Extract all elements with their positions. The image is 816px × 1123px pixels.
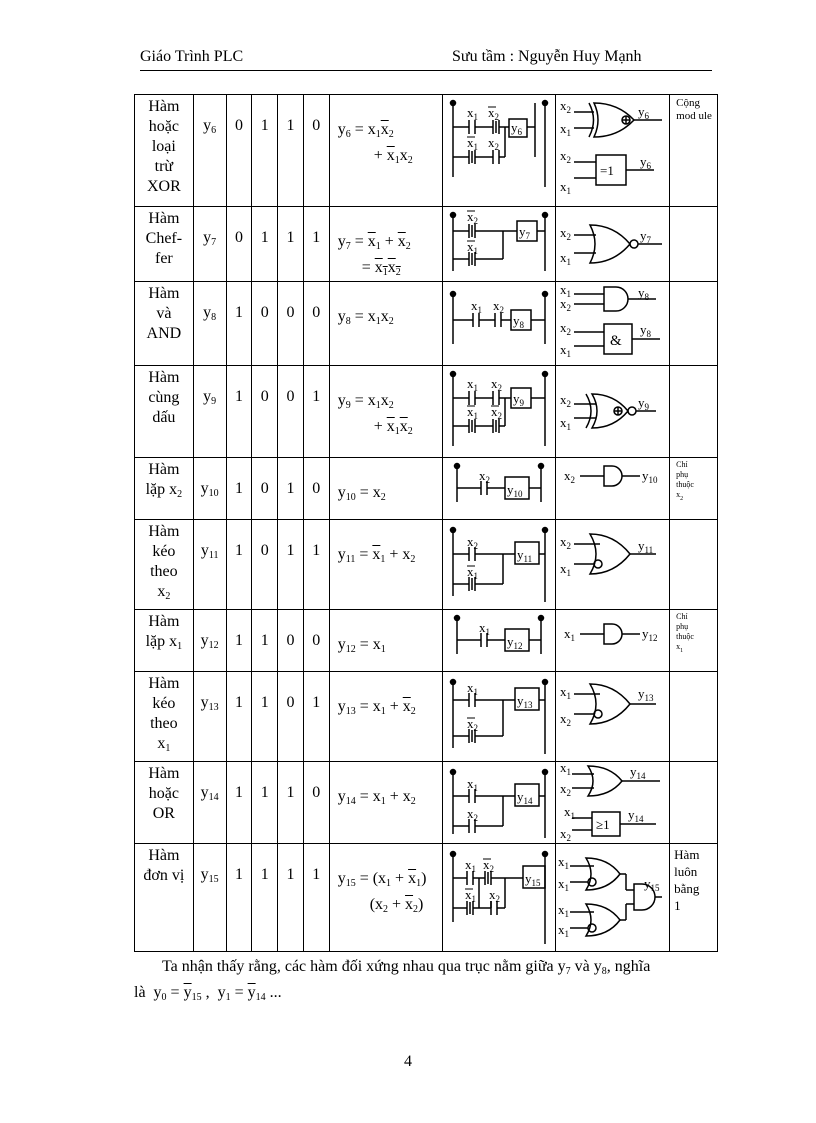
table-row	[135, 610, 718, 672]
svg-text:x2: $x_2$	[488, 135, 500, 152]
svg-text:x2: $x_2$	[560, 711, 572, 728]
nand-gate-icon	[556, 207, 669, 275]
gate-symbol	[556, 610, 670, 672]
ladder-diagram	[443, 520, 556, 610]
svg-text:x1: $x_1$	[560, 684, 572, 701]
svg-text:x1: $x_1$	[560, 282, 572, 299]
ladder-xor-icon	[443, 95, 555, 205]
svg-text:=1: =1	[600, 163, 614, 178]
output-var: $y_7$	[193, 207, 226, 282]
ladder-diagram	[443, 672, 556, 762]
page-number: 4	[404, 1053, 412, 1070]
bit-cell: 0	[226, 95, 252, 207]
boolean-expression: $y_{11} = \overline{x}_1 + x_2$	[329, 520, 442, 610]
bit-cell: 1	[278, 207, 304, 282]
svg-text:y6: $y_6$	[640, 154, 652, 171]
bit-cell: 0	[278, 672, 304, 762]
note	[670, 520, 718, 610]
svg-text:x1: $x_1$	[467, 239, 479, 256]
or-gate-icon	[556, 762, 669, 842]
output-var: $y_{11}$	[193, 520, 226, 610]
svg-text:x1: $x_1$	[560, 561, 572, 578]
svg-text:y9: $y_9$	[638, 395, 650, 412]
output-var: $y_{15}$	[193, 844, 226, 952]
function-name: Hàm kéo theo $x_2$	[135, 520, 194, 610]
boolean-expression: $y_{15} = (x_1 + \overline{x}_1)$ $(x_2 + \overline{x}_2)$	[329, 844, 442, 952]
svg-text:x2: $x_2$	[467, 534, 479, 551]
bit-cell: 0	[278, 610, 304, 672]
svg-text:≥1: ≥1	[596, 817, 610, 832]
svg-text:x2: $x_2$	[491, 376, 503, 393]
xnor-gate-icon	[556, 366, 669, 456]
table-row	[135, 282, 718, 366]
bit-cell: 1	[303, 520, 329, 610]
bit-cell: 1	[278, 762, 304, 844]
table-row	[135, 844, 718, 952]
bit-cell: 1	[278, 95, 304, 207]
svg-text:y15: $y_{15}$	[525, 871, 541, 888]
svg-text:x1: $x_1$	[558, 922, 570, 939]
svg-text:x1: $x_1$	[560, 342, 572, 359]
function-name: Hàm và AND	[135, 282, 194, 366]
function-name: Hàm kéo theo $x_1$	[135, 672, 194, 762]
boolean-expression: $y_{12} = x_1$	[329, 610, 442, 672]
svg-text:y8: $y_8$	[638, 285, 650, 302]
table-row	[135, 95, 718, 207]
paragraph-line: là $y_0 = \overline{y}_{15}$ , $y_1 = \overline{y}_{14}$ ...	[134, 984, 282, 1003]
ladder-implication-x1-icon	[443, 672, 555, 760]
svg-text:x1: $x_1$	[558, 902, 570, 919]
svg-text:x1: $x_1$	[467, 680, 479, 697]
gate-symbol	[556, 458, 670, 520]
bit-cell: 1	[226, 520, 252, 610]
function-name: Hàm lặp $x_2$	[135, 458, 194, 520]
note: Chỉ phụ thuộc $x_1$	[670, 610, 718, 672]
function-name: Hàm đơn vị	[135, 844, 194, 952]
table-row	[135, 520, 718, 610]
ladder-diagram	[443, 366, 556, 458]
svg-text:x2: $x_2$	[564, 468, 576, 485]
bit-cell: 1	[252, 762, 278, 844]
bit-cell: 1	[252, 844, 278, 952]
output-var: $y_{13}$	[193, 672, 226, 762]
note	[670, 672, 718, 762]
svg-text:x1: $x_1$	[467, 404, 479, 421]
svg-text:y6: $y_6$	[511, 120, 523, 137]
svg-text:x1: $x_1$	[467, 776, 479, 793]
svg-text:y7: $y_7$	[640, 228, 652, 245]
gate-symbol	[556, 844, 670, 952]
svg-text:x2: $x_2$	[491, 404, 503, 421]
svg-text:y13: $y_{13}$	[638, 686, 654, 703]
implication-x1-gate-icon	[556, 672, 669, 760]
svg-text:y11: $y_{11}$	[517, 547, 533, 564]
bit-cell: 0	[303, 282, 329, 366]
gate-symbol	[556, 95, 670, 207]
gate-symbol	[556, 520, 670, 610]
svg-text:x2: $x_2$	[483, 857, 495, 874]
ladder-repeat-x2-icon	[443, 458, 555, 518]
function-name: Hàm hoặc OR	[135, 762, 194, 844]
svg-text:y12: $y_{12}$	[507, 634, 523, 651]
svg-text:y8: $y_8$	[513, 313, 525, 330]
svg-text:y7: $y_7$	[519, 224, 531, 241]
svg-text:x1: $x_1$	[467, 105, 479, 122]
svg-text:x1: $x_1$	[471, 298, 483, 315]
bit-cell: 1	[226, 610, 252, 672]
xor-gate-icon	[556, 95, 669, 205]
svg-text:y13: $y_{13}$	[517, 693, 533, 710]
function-name: Hàm cùng dấu	[135, 366, 194, 458]
bit-cell: 0	[303, 458, 329, 520]
output-var: $y_8$	[193, 282, 226, 366]
bit-cell: 0	[278, 366, 304, 458]
boolean-expression: $y_6 = x_1\overline{x}_2$ + $\overline{x}_1x_2$	[329, 95, 442, 207]
page-header	[140, 48, 712, 71]
svg-text:x2: $x_2$	[560, 392, 572, 409]
bit-cell: 0	[252, 366, 278, 458]
bit-cell: 1	[252, 207, 278, 282]
bit-cell: 0	[303, 762, 329, 844]
svg-text:y8: $y_8$	[640, 322, 652, 339]
svg-text:x1: $x_1$	[467, 135, 479, 152]
bit-cell: 1	[303, 207, 329, 282]
svg-text:x1: $x_1$	[560, 415, 572, 432]
note	[670, 207, 718, 282]
svg-text:x2: $x_2$	[560, 225, 572, 242]
svg-text:y6: $y_6$	[638, 104, 650, 121]
svg-text:x1: $x_1$	[479, 620, 491, 637]
svg-text:y11: $y_{11}$	[638, 538, 654, 555]
ladder-and-icon	[443, 282, 555, 364]
svg-text:y12: $y_{12}$	[642, 626, 658, 643]
output-var: $y_{10}$	[193, 458, 226, 520]
svg-text:y14: $y_{14}$	[517, 789, 533, 806]
bit-cell: 0	[252, 520, 278, 610]
gate-symbol	[556, 282, 670, 366]
ladder-nand-icon	[443, 207, 555, 275]
bit-cell: 1	[226, 844, 252, 952]
gate-symbol	[556, 762, 670, 844]
function-name: Hàm Chef- fer	[135, 207, 194, 282]
svg-text:y9: $y_9$	[513, 391, 525, 408]
svg-text:x2: $x_2$	[488, 105, 500, 122]
svg-text:x1: $x_1$	[560, 121, 572, 138]
ladder-implication-x2-icon	[443, 520, 555, 608]
ladder-diagram	[443, 95, 556, 207]
buffer-x1-icon	[556, 610, 669, 670]
note: Cộng mod ule	[670, 95, 718, 207]
bit-cell: 1	[252, 610, 278, 672]
boolean-expression: $y_{10} = x_2$	[329, 458, 442, 520]
svg-text:x2: $x_2$	[467, 209, 479, 226]
svg-text:x1: $x_1$	[465, 887, 477, 904]
boolean-expression: $y_9 = x_1x_2$ + $\overline{x}_1\overline{x}_2$	[329, 366, 442, 458]
svg-text:x1: $x_1$	[560, 179, 572, 196]
bit-cell: 1	[226, 282, 252, 366]
ladder-unit-icon	[443, 844, 555, 950]
paragraph-line: Ta nhận thấy rằng, các hàm đối xứng nhau qua trục nằm giữa $y_7$ và $y_8$, nghĩa	[162, 958, 651, 977]
svg-text:x1: $x_1$	[558, 876, 570, 893]
logic-function-table	[134, 94, 718, 952]
header-title: Giáo Trình PLC	[140, 48, 244, 65]
table-row	[135, 366, 718, 458]
bit-cell: 1	[278, 458, 304, 520]
header-author: Sưu tầm : Nguyễn Huy Mạnh	[452, 48, 642, 65]
boolean-expression: $y_{13} = x_1 + \overline{x}_2$	[329, 672, 442, 762]
note	[670, 762, 718, 844]
note: Hàm luôn bằng 1	[670, 844, 718, 952]
svg-text:x2: $x_2$	[560, 98, 572, 115]
svg-text:x1: $x_1$	[564, 626, 576, 643]
note: Chỉ phụ thuộc $x_2$	[670, 458, 718, 520]
ladder-xnor-icon	[443, 366, 555, 456]
svg-text:x2: $x_2$	[560, 826, 572, 842]
boolean-expression: $y_{14} = x_1 + x_2$	[329, 762, 442, 844]
svg-text:x1: $x_1$	[467, 564, 479, 581]
svg-text:x1: $x_1$	[564, 804, 576, 821]
gate-symbol	[556, 207, 670, 282]
ladder-diagram	[443, 282, 556, 366]
ladder-or-icon	[443, 762, 555, 842]
bit-cell: 0	[278, 282, 304, 366]
boolean-expression: $y_7 = \overline{x}_1 + \overline{x}_2$ = $x_1x_2$	[329, 207, 442, 282]
svg-text:x2: $x_2$	[489, 887, 501, 904]
note	[670, 282, 718, 366]
svg-text:&: &	[610, 333, 622, 349]
bit-cell: 1	[303, 366, 329, 458]
bit-cell: 1	[252, 672, 278, 762]
output-var: $y_6$	[193, 95, 226, 207]
bit-cell: 1	[252, 95, 278, 207]
unit-gate-icon	[556, 844, 669, 950]
and-gate-icon	[556, 282, 669, 364]
bit-cell: 1	[303, 844, 329, 952]
function-name: Hàm hoặc loại trừ XOR	[135, 95, 194, 207]
svg-text:y10: $y_{10}$	[642, 468, 658, 485]
body-paragraph	[134, 954, 718, 1006]
svg-text:x1: $x_1$	[467, 376, 479, 393]
bit-cell: 0	[303, 610, 329, 672]
svg-text:x2: $x_2$	[560, 320, 572, 337]
bit-cell: 1	[303, 672, 329, 762]
boolean-expression: $y_8 = x_1x_2$	[329, 282, 442, 366]
bit-cell: 0	[252, 458, 278, 520]
ladder-diagram	[443, 207, 556, 282]
svg-text:y14: $y_{14}$	[628, 807, 644, 824]
buffer-x2-icon	[556, 458, 669, 518]
bit-cell: 0	[226, 207, 252, 282]
svg-text:x1: $x_1$	[558, 854, 570, 871]
bit-cell: 1	[226, 366, 252, 458]
gate-symbol	[556, 672, 670, 762]
svg-text:x2: $x_2$	[560, 781, 572, 798]
table-row	[135, 458, 718, 520]
gate-symbol	[556, 366, 670, 458]
svg-text:x2: $x_2$	[560, 534, 572, 551]
bit-cell: 1	[278, 844, 304, 952]
output-var: $y_{14}$	[193, 762, 226, 844]
bit-cell: 1	[226, 458, 252, 520]
implication-x2-gate-icon	[556, 520, 669, 608]
ladder-repeat-x1-icon	[443, 610, 555, 670]
bit-cell: 0	[303, 95, 329, 207]
svg-text:y10: $y_{10}$	[507, 482, 523, 499]
svg-text:x1: $x_1$	[560, 250, 572, 267]
svg-text:y14: $y_{14}$	[630, 764, 646, 781]
svg-text:y15: $y_{15}$	[644, 876, 660, 893]
function-name: Hàm lặp $x_1$	[135, 610, 194, 672]
bit-cell: 0	[252, 282, 278, 366]
svg-text:x1: $x_1$	[465, 857, 477, 874]
note	[670, 366, 718, 458]
bit-cell: 1	[226, 762, 252, 844]
bit-cell: 1	[278, 520, 304, 610]
svg-text:x1: $x_1$	[560, 762, 572, 777]
output-var: $y_9$	[193, 366, 226, 458]
ladder-diagram	[443, 844, 556, 952]
table-row	[135, 207, 718, 282]
svg-text:x2: $x_2$	[493, 298, 505, 315]
svg-text:x2: $x_2$	[467, 806, 479, 823]
table-row	[135, 672, 718, 762]
bit-cell: 1	[226, 672, 252, 762]
svg-text:x2: $x_2$	[560, 296, 572, 313]
svg-text:x2: $x_2$	[479, 468, 491, 485]
ladder-diagram	[443, 610, 556, 672]
table-row	[135, 762, 718, 844]
output-var: $y_{12}$	[193, 610, 226, 672]
ladder-diagram	[443, 762, 556, 844]
svg-text:x2: $x_2$	[467, 716, 479, 733]
svg-text:x2: $x_2$	[560, 148, 572, 165]
ladder-diagram	[443, 458, 556, 520]
